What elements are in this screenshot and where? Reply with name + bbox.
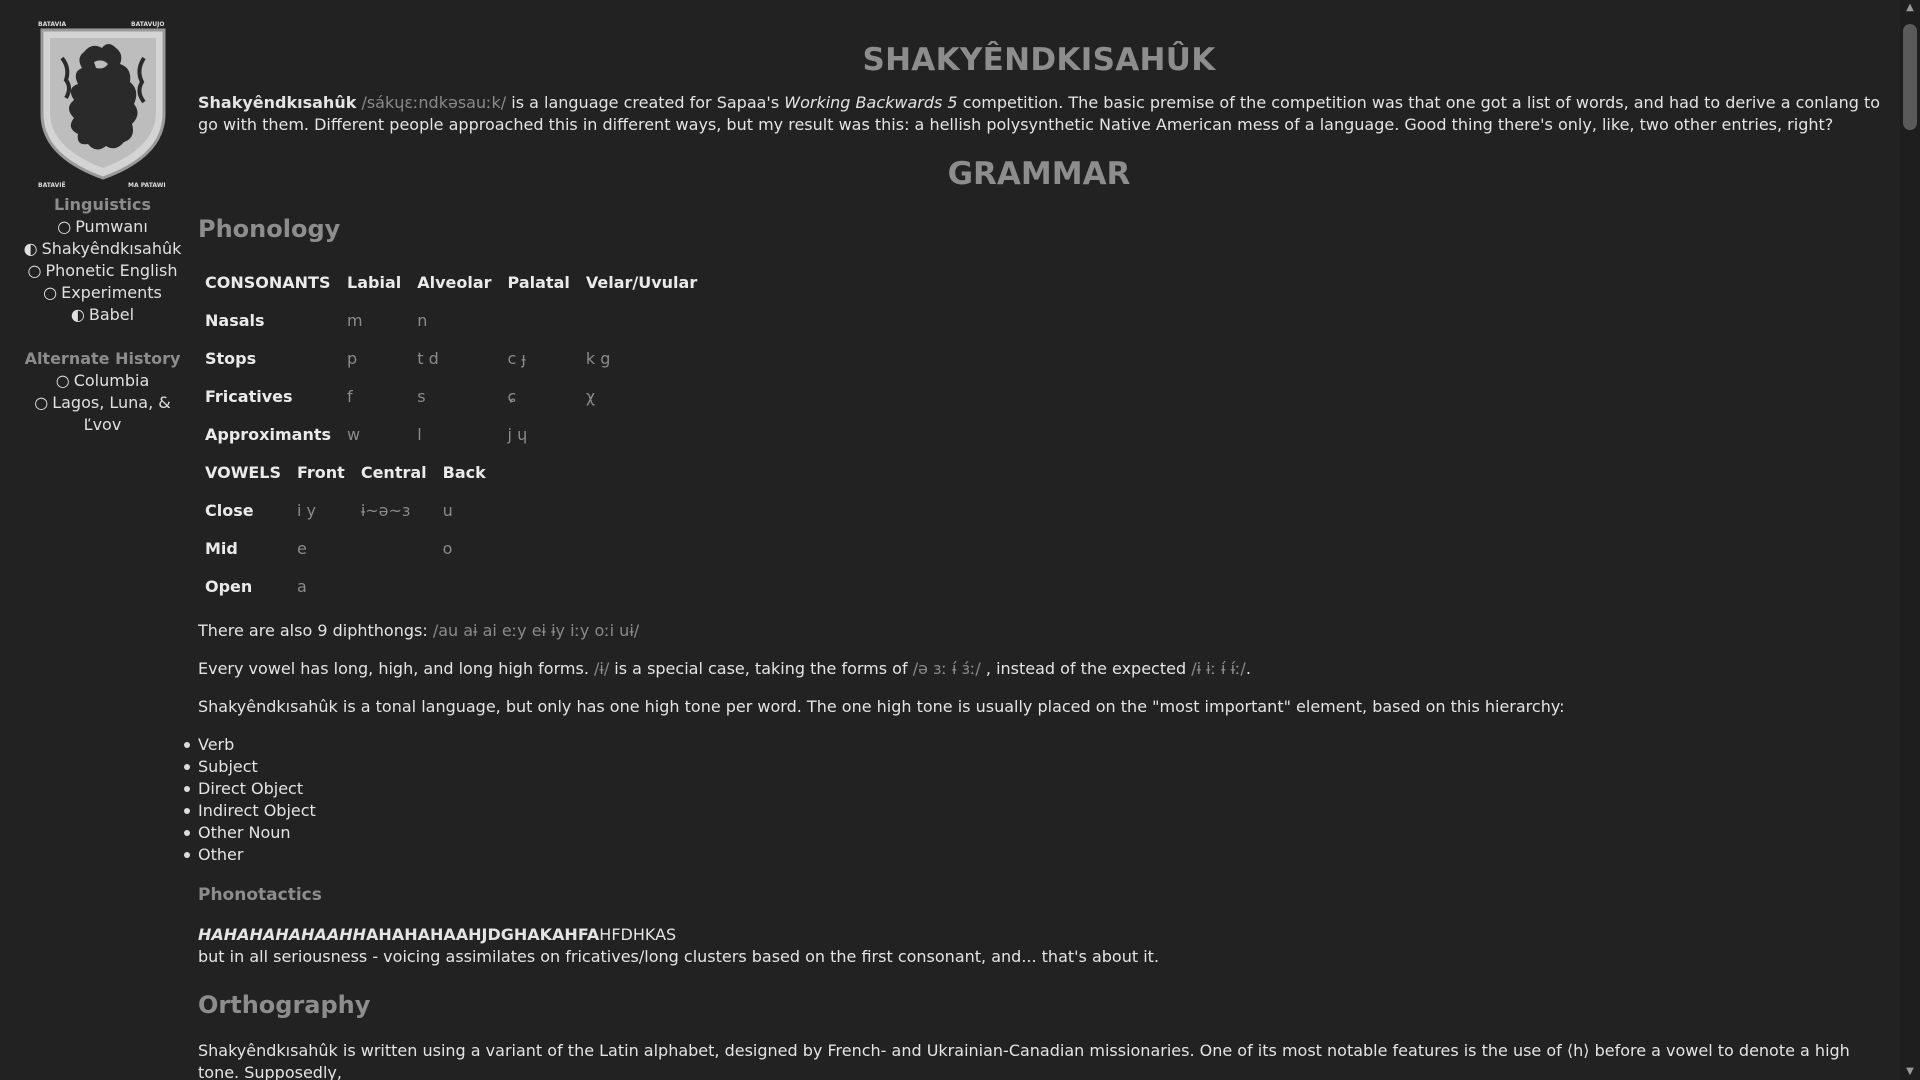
table-header: Alveolar — [417, 273, 492, 292]
main-content — [198, 0, 1880, 1080]
intro-paragraph — [198, 92, 1880, 136]
table-cell — [508, 302, 578, 340]
crest-bottom-right: MA PATAWI — [127, 182, 166, 189]
nav-bullet-icon: ◐ — [70, 305, 85, 324]
list-item: Other — [198, 844, 1880, 866]
nav-item-shakyendkisahuk[interactable] — [0, 238, 205, 260]
phonotactics-heading: Phonotactics — [198, 885, 322, 905]
table-row — [205, 568, 494, 606]
language-ipa: /sákɥɛːndkəsauːk/ — [361, 93, 507, 112]
table-header-row — [205, 454, 494, 492]
table-header: VOWELS — [205, 463, 281, 482]
phonotactics-joke-c: HFDHKAS — [599, 925, 677, 944]
diphthongs-paragraph — [198, 620, 1880, 642]
vowel-text: is a special case, taking the forms of — [609, 659, 913, 678]
nav-item-phonetic-english[interactable] — [0, 260, 205, 282]
table-cell — [586, 302, 705, 340]
table-cell: ɕ — [507, 387, 517, 406]
table-cell: o — [442, 539, 453, 558]
vowel-ipa: /ə ɜː ɨ́ ɜ́ː/ — [912, 659, 981, 678]
phonotactics-joke-a: HAHAHAHAHAAHH — [198, 925, 367, 944]
table-cell: f — [347, 387, 353, 406]
table-cell — [361, 530, 435, 568]
nav-item-label-continued: Ľvov — [83, 415, 122, 434]
page-title: SHAKYÊNDKISAHÛK — [862, 42, 1216, 78]
table-row — [205, 302, 705, 340]
table-cell: n — [417, 311, 428, 330]
table-cell: l — [417, 425, 422, 444]
table-header: Front — [297, 463, 345, 482]
nav-item-pumwani[interactable] — [0, 216, 205, 238]
diphthongs-ipa: /au aɨ ai eːy eɨ ɨy iːy oːi uɨ/ — [432, 621, 640, 640]
row-label: Stops — [205, 349, 257, 368]
diphthongs-text: There are also 9 diphthongs: — [198, 621, 433, 640]
nav-item-label: Experiments — [61, 283, 162, 302]
table-row — [205, 530, 494, 568]
phonology-heading: Phonology — [198, 215, 341, 243]
table-cell: i y — [297, 501, 316, 520]
table-cell — [361, 568, 435, 606]
row-label: Close — [205, 501, 254, 520]
nav-item-label: Phonetic English — [45, 261, 178, 280]
list-item: Subject — [198, 756, 1880, 778]
table-row — [205, 492, 494, 530]
phonotactics-joke-b: AHAHAHAAHJDGHAKAHFA — [366, 925, 600, 944]
list-item: Verb — [198, 734, 1880, 756]
vowel-text: , instead of the expected — [980, 659, 1192, 678]
scroll-down-icon[interactable]: ▼ — [1906, 1066, 1914, 1077]
table-cell — [586, 416, 705, 454]
list-item: Direct Object — [198, 778, 1880, 800]
table-cell: ɨ~ə~ɜ — [360, 501, 411, 520]
table-cell: j ɥ — [507, 425, 528, 444]
crest-top-right: BATAVUJO — [130, 21, 164, 28]
nav-item-label: Columbia — [73, 371, 150, 390]
nav-item-experiments[interactable] — [0, 282, 205, 304]
table-cell — [443, 568, 494, 606]
phonotactics-text: but in all seriousness - voicing assimilates on fricatives/long clusters based on the first consonant, and... that's about it. — [198, 947, 1160, 966]
nav-heading-linguistics: Linguistics — [53, 195, 152, 214]
sidebar — [0, 0, 205, 436]
table-header: Back — [442, 463, 486, 482]
table-cell: u — [442, 501, 453, 520]
table-cell: e — [297, 539, 307, 558]
list-item: Other Noun — [198, 822, 1880, 844]
lion-crest-icon[interactable] — [36, 18, 170, 190]
nav-item-label: Babel — [88, 305, 135, 324]
table-cell: m — [347, 311, 363, 330]
orthography-heading: Orthography — [198, 991, 371, 1019]
table-cell: a — [297, 577, 307, 596]
list-item: Indirect Object — [198, 800, 1880, 822]
nav-item-label: Shakyêndkısahûk — [41, 239, 182, 258]
nav-bullet-icon: ○ — [43, 283, 58, 302]
table-row — [205, 416, 705, 454]
vertical-scrollbar[interactable] — [1900, 0, 1920, 1080]
phonotactics-paragraph — [198, 924, 1880, 968]
table-cell: c ɟ — [507, 349, 526, 368]
nav-item-babel[interactable] — [0, 304, 205, 326]
nav-bullet-icon: ○ — [27, 261, 42, 280]
table-header: Palatal — [507, 273, 570, 292]
vowel-text: . — [1245, 659, 1251, 678]
vowel-ipa: /ɨ/ — [593, 659, 610, 678]
crest-top-left: BATAVIA — [37, 21, 66, 28]
vowel-forms-paragraph — [198, 658, 1880, 680]
table-row — [205, 340, 705, 378]
nav-item-label: Pumwanı — [75, 217, 148, 236]
vowels-table — [197, 454, 502, 606]
vowel-ipa: /ɨ ɨː ɨ́ ɨ́ː/ — [1191, 659, 1246, 678]
table-header: Central — [360, 463, 427, 482]
scroll-thumb[interactable] — [1903, 24, 1917, 130]
table-header: CONSONANTS — [205, 273, 331, 292]
table-row — [205, 378, 705, 416]
nav-item-columbia[interactable] — [0, 370, 205, 392]
table-cell: χ — [585, 387, 596, 406]
scroll-up-icon[interactable]: ▲ — [1906, 2, 1914, 13]
row-label: Open — [205, 577, 253, 596]
nav-item-label: Lagos, Luna, & — [52, 393, 171, 412]
nav-bullet-icon: ○ — [34, 393, 49, 412]
nav-bullet-icon: ○ — [57, 217, 72, 236]
row-label: Approximants — [205, 425, 332, 444]
row-label: Mid — [205, 539, 238, 558]
language-name: Shakyêndkısahûk — [198, 93, 357, 112]
competition-name: Working Backwards 5 — [784, 93, 958, 112]
table-cell: w — [347, 425, 361, 444]
intro-text: is a language created for Sapaa's — [506, 93, 785, 112]
row-label: Fricatives — [205, 387, 293, 406]
consonants-table — [197, 264, 713, 454]
orthography-paragraph: Shakyêndkısahûk is written using a variant of the Latin alphabet, designed by French- and Ukrainian-Canadian missionaries. One of its most notable features is the use of ⟨h⟩ before a vowel to denote a high tone. Supposedly, — [198, 1041, 1850, 1080]
nav-heading-alternate-history: Alternate History — [24, 349, 181, 368]
nav-bullet-icon: ◐ — [23, 239, 38, 258]
vowel-text: Every vowel has long, high, and long high forms. — [198, 659, 594, 678]
row-label: Nasals — [205, 311, 265, 330]
table-cell: t d — [417, 349, 439, 368]
table-cell: s — [417, 387, 426, 406]
intro-text-continued: competition. The basic premise of the competition was that one got a list of words, and had to derive a conlang to go with them. Different people approached this in different ways, but my result was this: a hellish polysynthetic Native American mess of a language. Good thing there's only, like, two other entries, right? — [198, 93, 1881, 134]
tone-hierarchy-list — [198, 734, 1880, 866]
nav-item-lagos-luna-lvov[interactable] — [0, 392, 205, 436]
tone-paragraph: Shakyêndkısahûk is a tonal language, but only has one high tone per word. The one high tone is usually placed on the "most important" element, based on this hierarchy: — [198, 697, 1565, 716]
nav-bullet-icon: ○ — [55, 371, 70, 390]
table-header-row — [205, 264, 705, 302]
grammar-title: GRAMMAR — [947, 156, 1131, 192]
table-header: Velar/Uvular — [585, 273, 698, 292]
table-cell: p — [347, 349, 358, 368]
table-header: Labial — [347, 273, 402, 292]
crest-bottom-left: BATAVIË — [37, 182, 66, 189]
table-cell: k g — [585, 349, 611, 368]
